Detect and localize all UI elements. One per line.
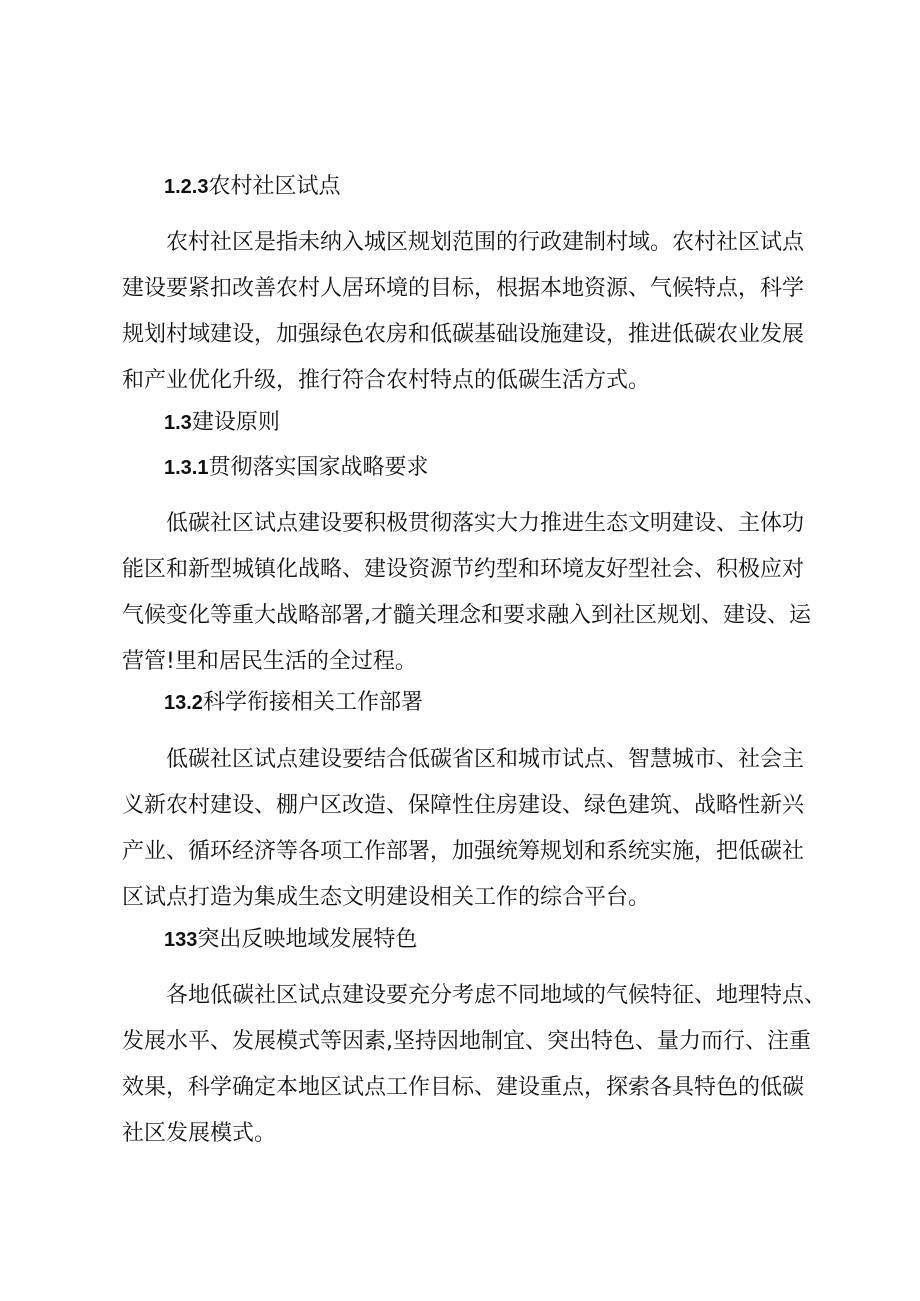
section-heading-1-2-3 — [164, 172, 341, 202]
section-title: 农村社区试点 — [208, 174, 341, 199]
section-title: 突出反映地域发展特色 — [197, 927, 418, 952]
paragraph-line: 低碳社区试点建设要积极贯彻落实大力推进生态文明建设、主体功 — [166, 511, 805, 536]
section-heading-1-3 — [164, 408, 280, 438]
paragraph-line: 农村社区是指未纳入城区规划范围的行政建制村域。农村社区试点 — [166, 230, 805, 255]
section-heading-1-3-1 — [164, 453, 429, 483]
section-number: 1.3 — [164, 412, 192, 434]
paragraph-line: 社区发展模式。 — [122, 1121, 277, 1146]
paragraph-line: 各地低碳社区试点建设要充分考虑不同地域的气候特征、地理特点、 — [166, 983, 827, 1008]
paragraph-line: 规划村域建设，加强绿色农房和低碳基础设施建设，推进低碳农业发展 — [122, 322, 805, 347]
section-number: 1.2.3 — [164, 176, 209, 198]
paragraph-line: 和产业优化升级，推行符合农村特点的低碳生活方式。 — [122, 368, 651, 393]
paragraph-line: 营管!里和居民生活的全过程。 — [122, 649, 417, 674]
paragraph-line: 产业、循环经济等各项工作部署，加强统筹规划和系统实施，把低碳社 — [122, 839, 805, 864]
section-number: 133 — [164, 929, 198, 951]
paragraph-line: 低碳社区试点建设要结合低碳省区和城市试点、智慧城市、社会主 — [166, 747, 805, 772]
paragraph-line: 能区和新型城镇化战略、建设资源节约型和环境友好型社会、积极应对 — [122, 557, 805, 582]
section-number: 13.2 — [164, 692, 203, 714]
section-title: 贯彻落实国家战略要求 — [208, 455, 429, 480]
section-title: 科学衔接相关工作部署 — [202, 690, 423, 715]
paragraph-line: 建设要紧扣改善农村人居环境的目标，根据本地资源、气候特点，科学 — [122, 276, 805, 301]
section-heading-1-3-3 — [164, 925, 417, 955]
paragraph-work-coordination — [122, 737, 805, 921]
paragraph-line: 气候变化等重大战略部署,才髓关理念和要求融入到社区规划、建设、运 — [122, 603, 811, 628]
section-number: 1.3.1 — [164, 457, 209, 479]
paragraph-line: 发展水平、发展模式等因素,坚持因地制宜、突出特色、量力而行、注重 — [122, 1029, 811, 1054]
paragraph-rural-community — [122, 220, 805, 404]
paragraph-line: 效果，科学确定本地区试点工作目标、建设重点，探索各具特色的低碳 — [122, 1075, 805, 1100]
section-title: 建设原则 — [191, 410, 280, 435]
paragraph-national-strategy — [122, 501, 811, 685]
section-heading-1-3-2 — [164, 688, 423, 718]
paragraph-line: 义新农村建设、棚户区改造、保障性住房建设、绿色建筑、战略性新兴 — [122, 793, 805, 818]
paragraph-line: 区试点打造为集成生态文明建设相关工作的综合平台。 — [122, 885, 651, 910]
paragraph-regional-features — [122, 973, 827, 1157]
